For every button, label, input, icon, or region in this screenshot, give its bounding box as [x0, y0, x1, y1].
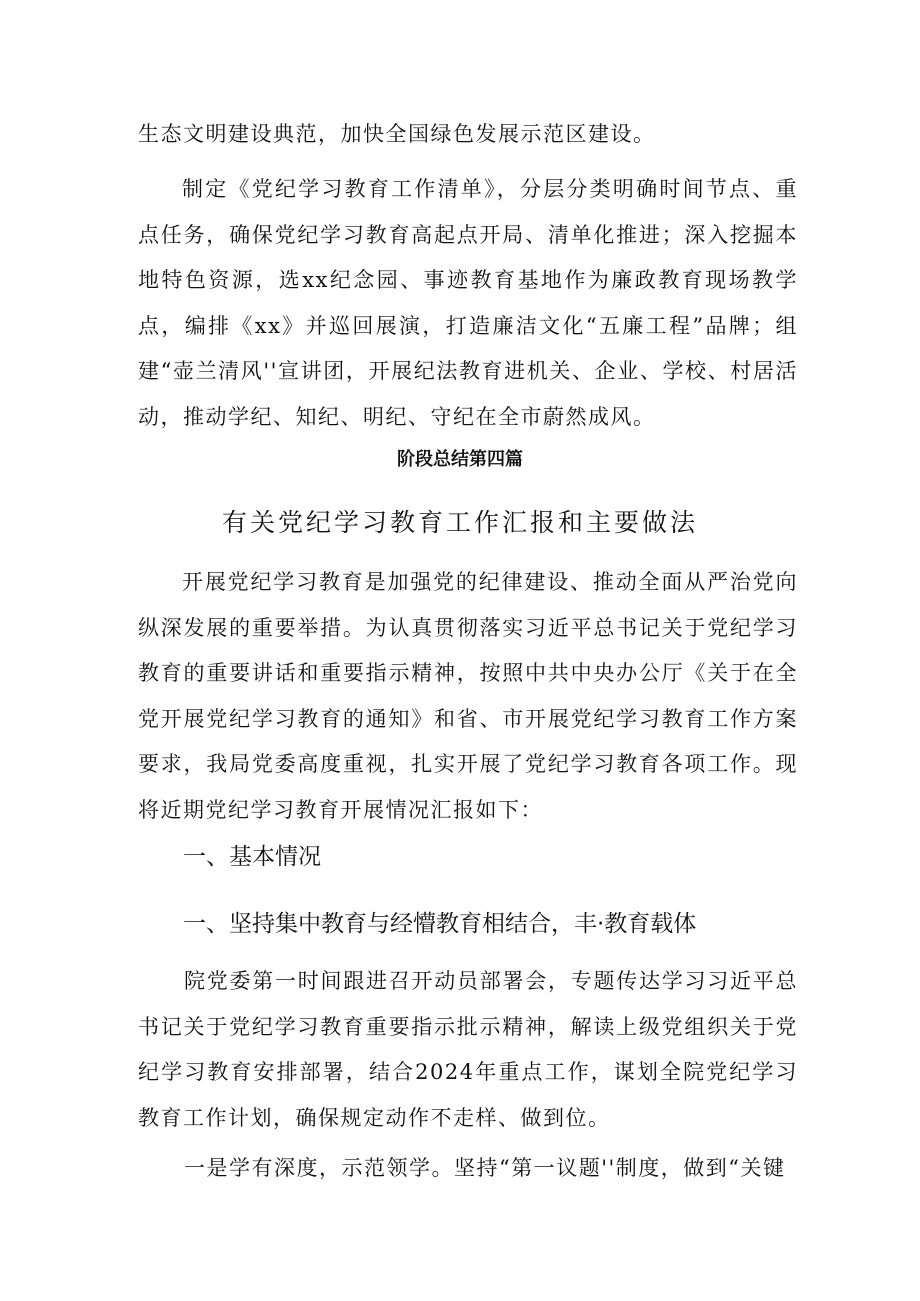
paragraph-work-checklist: 制定《党纪学习教育工作清单》，分层分类明确时间节点、重点任务，确保党纪学习教育高起点开局、清单化推进；深入挖掘本地特色资源，选xx纪念园、事迹教育基地作为廉政教育现场教学点，编排《xx》并巡回展演，打造廉洁文化“五廉工程”品牌；组建“壶兰清风''宣讲团，开展纪法教育进机关、企业、学校、村居活动，推动学纪、知纪、明纪、守纪在全市蔚然成风。 [138, 177, 798, 429]
paragraph-continuation: 生态文明建设典范，加快全国绿色发展示范区建设。 [138, 122, 656, 146]
section-heading-combined-education: 一、坚持集中教育与经懵教育相结合，丰·教育载体 [183, 911, 697, 937]
document-title: 有关党纪学习教育工作汇报和主要做法 [221, 508, 698, 537]
stage-title: 阶段总结第四篇 [397, 449, 523, 470]
section-heading-basic-situation: 一、基本情况 [183, 844, 321, 870]
paragraph-party-committee: 院党委第一时间跟进召开动员部署会，专题传达学习习近平总书记关于党纪学习教育重要指示批示精神，解读上级党组织关于党纪学习教育安排部署，结合2024年重点工作，谋划全院党纪学习教育工作计划，确保规定动作不走样、做到位。 [138, 969, 798, 1130]
paragraph-study-depth: 一是学有深度，示范领学。坚持“第一议题''制度，做到“关键 [184, 1156, 786, 1180]
paragraph-introduction: 开展党纪学习教育是加强党的纪律建设、推动全面从严治党向纵深发展的重要举措。为认真贯彻落实习近平总书记关于党纪学习教育的重要讲话和重要指示精神，按照中共中央办公厅《关于在全党开展党纪学习教育的通知》和省、市开展党纪学习教育工作方案要求，我局党委高度重视，扎实开展了党纪学习教育各项工作。现将近期党纪学习教育开展情况汇报如下： [138, 570, 798, 822]
